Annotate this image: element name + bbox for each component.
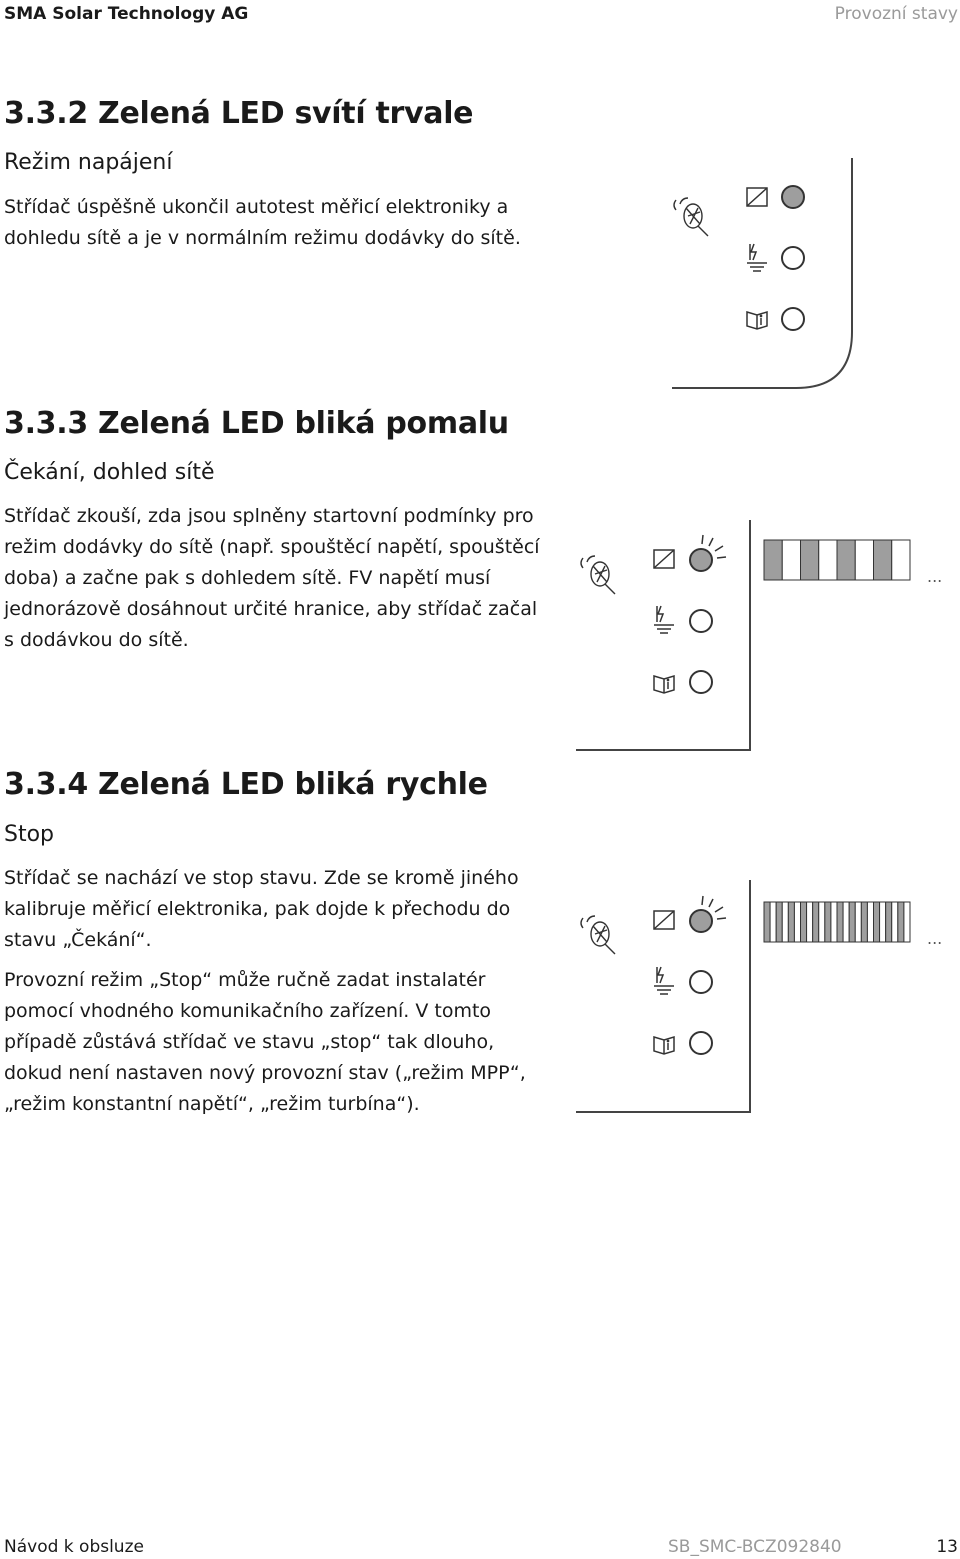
blink-cell: [782, 902, 788, 942]
green-led: [690, 549, 712, 571]
blink-cell: [782, 540, 800, 580]
section-title-332: 3.3.2 Zelená LED svítí trvale: [4, 96, 474, 131]
section-subtitle-332: Režim napájení: [4, 150, 173, 175]
section-text-332: Střídač úspěšně ukončil autotest měřicí elektroniky a dohledu sítě a je v normálním režimu dodávky do sítě.: [4, 196, 521, 249]
blink-cell: [892, 540, 910, 580]
yellow-led: [782, 308, 804, 330]
blink-cell: [825, 902, 831, 942]
earth-fault-symbol-icon: [747, 244, 767, 271]
blink-cell: [831, 902, 837, 942]
blink-cell: [794, 902, 800, 942]
figure-led-panel-constant: [660, 150, 860, 400]
footer-doc-code: SB_SMC-BCZ092840: [668, 1537, 842, 1557]
blink-cell: [886, 902, 892, 942]
blink-cell: [764, 902, 770, 942]
blink-cell: [813, 902, 819, 942]
section-title-333: 3.3.3 Zelená LED bliká pomalu: [4, 406, 509, 441]
blink-cell: [819, 540, 837, 580]
inverter-symbol-icon: [654, 550, 674, 568]
section-subtitle-334: Stop: [4, 822, 55, 847]
blink-cell: [837, 902, 843, 942]
green-led: [782, 186, 804, 208]
blink-pattern-slow: [764, 540, 910, 580]
yellow-led: [690, 671, 712, 693]
blink-cell: [776, 902, 782, 942]
tap-hand-icon: [581, 916, 615, 954]
blink-cell: [874, 540, 892, 580]
blink-cell: [874, 902, 880, 942]
blink-cell: [861, 902, 867, 942]
manual-info-icon: [654, 676, 674, 693]
inverter-symbol-icon: [747, 188, 767, 206]
tap-hand-icon: [674, 198, 708, 236]
section-text-333: Střídač zkouší, zda jsou splněny startovní podmínky pro režim dodávky do sítě (např. spouštěcí napětí, spouštěcí doba) a začne pak s dohledem sítě. FV napětí musí jednorázově dosáhnout určité hranice, aby střídač začal s dodávkou do sítě.: [4, 505, 540, 651]
blink-cell: [843, 902, 849, 942]
blink-pattern-fast: [764, 902, 910, 942]
section-text-334-b: Provozní režim „Stop“ může ručně zadat instalatér pomocí vhodného komunikačního zařízení. V tomto případě zůstává střídač ve stavu „stop“ tak dlouho, dokud není nastaven nový provozní stav („režim MPP“, „režim konstantní napětí“, „režim turbína“).: [4, 969, 526, 1115]
blink-cell: [892, 902, 898, 942]
section-title-334: 3.3.4 Zelená LED bliká rychle: [4, 767, 488, 802]
figure-led-panel-fast-blink: [570, 870, 960, 1120]
manual-info-icon: [654, 1037, 674, 1054]
yellow-led: [690, 1032, 712, 1054]
header-company: SMA Solar Technology AG: [4, 4, 249, 24]
blink-cell: [764, 540, 782, 580]
earth-fault-symbol-icon: [654, 967, 674, 994]
red-led: [782, 247, 804, 269]
footer-manual: Návod k obsluze: [4, 1537, 144, 1557]
blink-cell: [855, 540, 873, 580]
blink-cell: [898, 902, 904, 942]
header-chapter: Provozní stavy: [834, 4, 958, 24]
blink-cell: [807, 902, 813, 942]
blink-cell: [849, 902, 855, 942]
blink-cell: [880, 902, 886, 942]
manual-info-icon: [747, 312, 767, 329]
blink-cell: [788, 902, 794, 942]
blink-cell: [855, 902, 861, 942]
inverter-symbol-icon: [654, 911, 674, 929]
red-led: [690, 971, 712, 993]
tap-hand-icon: [581, 556, 615, 594]
green-led: [690, 910, 712, 932]
blink-cell: [801, 902, 807, 942]
section-subtitle-333: Čekání, dohled sítě: [4, 460, 215, 485]
blink-cell: [770, 902, 776, 942]
earth-fault-symbol-icon: [654, 606, 674, 633]
blink-cell: [819, 902, 825, 942]
footer-page-number: 13: [936, 1537, 958, 1557]
continuation-ellipsis: ...: [927, 567, 943, 586]
section-text-334-a: Střídač se nachází ve stop stavu. Zde se kromě jiného kalibruje měřicí elektronika, pak dojde k přechodu do stavu „Čekání“.: [4, 867, 519, 951]
continuation-ellipsis: ...: [927, 929, 943, 948]
blink-cell: [837, 540, 855, 580]
red-led: [690, 610, 712, 632]
figure-led-panel-slow-blink: [570, 510, 960, 758]
blink-cell: [904, 902, 910, 942]
blink-cell: [801, 540, 819, 580]
blink-cell: [867, 902, 873, 942]
